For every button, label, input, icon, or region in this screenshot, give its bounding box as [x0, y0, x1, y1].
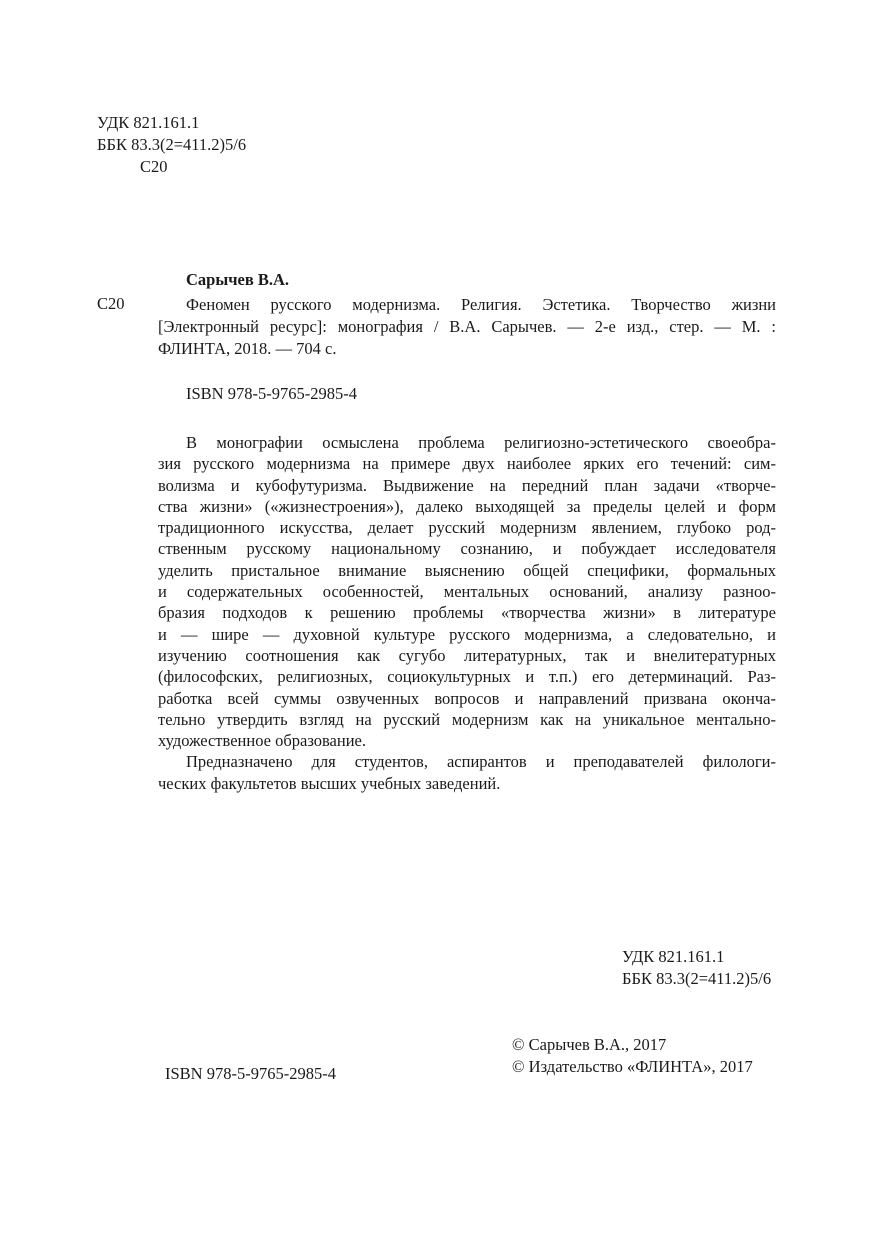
- abstract: [158, 432, 776, 794]
- bbk-code: ББК 83.3(2=411.2)5/6: [97, 135, 247, 154]
- abstract-line: художественное образование.: [158, 731, 366, 751]
- audience-line: Предназначено для студентов, аспирантов и преподавателей филологи-: [186, 752, 776, 772]
- abstract-line: и — шире — духовной культуре русского модернизма, а следовательно, и: [158, 624, 776, 644]
- abstract-line: уделить пристальное внимание выяснению общей специфики, формальных: [158, 560, 776, 580]
- abstract-line: ственным русскому национальному сознанию, и побуждает исследователя: [158, 539, 776, 559]
- abstract-line: ства жизни» («жизнестроения»), далеко выходящей за пределы целей и форм: [158, 496, 776, 516]
- description-line: ФЛИНТА, 2018. — 704 с.: [158, 339, 337, 358]
- udk-code: УДК 821.161.1: [97, 113, 200, 132]
- abstract-line: работка всей суммы озвученных вопросов и направлений призвана оконча-: [158, 688, 776, 708]
- copyright-author: © Сарычев В.А., 2017: [512, 1035, 667, 1054]
- bibliographic-description: [158, 294, 776, 360]
- bottom-classification-codes: [622, 946, 771, 990]
- bottom-bbk-code: ББК 83.3(2=411.2)5/6: [622, 969, 772, 988]
- abstract-line: волизма и кубофутуризма. Выдвижение на передний план задачи «творче-: [158, 475, 776, 495]
- abstract-line: В монографии осмыслена проблема религиозно-эстетического своеобра-: [186, 433, 776, 452]
- abstract-line: традиционного искусства, делает русский модернизм явлением, глубоко род-: [158, 518, 776, 538]
- copyright-publisher: © Издательство «ФЛИНТА», 2017: [512, 1057, 753, 1076]
- classification-codes: [97, 112, 246, 178]
- bottom-isbn: ISBN 978-5-9765-2985-4: [165, 1064, 336, 1083]
- abstract-line: и содержательных особенностей, ментальных оснований, анализу разноо-: [158, 582, 776, 602]
- description-line: [Электронный ресурс]: монография / В.А. Сарычев. — 2-е изд., стер. — М. :: [158, 317, 776, 336]
- entry-cutter-code: С20: [97, 294, 125, 313]
- description-line: Феномен русского модернизма. Религия. Эстетика. Творчество жизни: [186, 295, 776, 314]
- cutter-code: С20: [140, 157, 168, 176]
- audience-line: ческих факультетов высших учебных заведений.: [158, 773, 501, 793]
- abstract-line: (философских, религиозных, социокультурных и т.п.) его детерминаций. Раз-: [158, 667, 776, 687]
- abstract-line: зия русского модернизма на примере двух наиболее ярких его течений: сим-: [158, 454, 776, 474]
- abstract-line: изучению соотношения как сугубо литературных, так и внелитературных: [158, 645, 776, 665]
- copyright-block: [512, 1034, 753, 1078]
- abstract-line: тельно утвердить взгляд на русский модернизм как на уникальное ментально-: [158, 709, 776, 729]
- abstract-line: бразия подходов к решению проблемы «творчества жизни» в литературе: [158, 603, 776, 623]
- bottom-udk-code: УДК 821.161.1: [622, 947, 725, 966]
- author-name: Сарычев В.А.: [186, 270, 290, 289]
- isbn-entry: ISBN 978-5-9765-2985-4: [186, 384, 357, 403]
